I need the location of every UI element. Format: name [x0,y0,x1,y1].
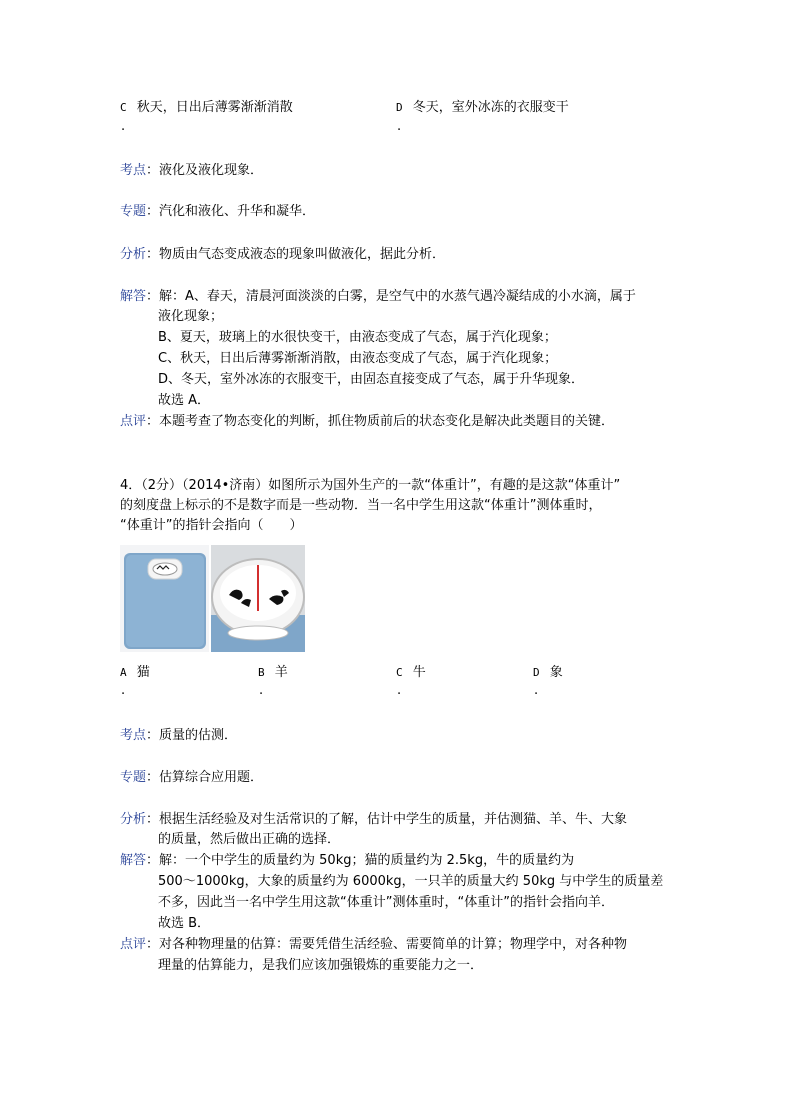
jieda-line: 故选 A． [158,393,211,408]
q3-jieda [120,287,636,307]
jieda-label: 解答 [120,853,147,868]
q3-kaodian [120,161,263,181]
jieda-label: 解答 [120,289,147,304]
option-text: 羊 [274,665,288,680]
dianping-label: 点评 [120,414,147,429]
kaodian-label: 考点 [120,728,147,743]
q3-option-d [396,99,569,117]
option-dot: . [121,119,126,134]
option-dot: . [121,683,126,698]
kaodian-text: 液化及液化现象． [159,163,264,178]
q4-fenxi [120,810,627,830]
option-text: 秋天，日出后薄雾渐渐消散 [136,100,293,115]
option-text: 猫 [136,665,150,680]
q4-dianping [120,935,627,955]
q4-zhuanti [120,768,263,788]
colon: ： [146,937,160,952]
colon: ： [146,812,160,827]
option-letter: B [258,666,265,679]
jieda-line: 液化现象； [158,309,224,324]
q4-option-d [533,664,563,682]
jieda-line: 不多，因此当一名中学生用这款“体重计”测体重时，“体重计”的指针会指向羊． [158,895,614,910]
option-dot: . [397,119,402,134]
option-letter: C [396,666,403,679]
colon: ： [146,414,160,429]
fenxi-text: 物质由气态变成液态的现象叫做液化，据此分析． [159,247,446,262]
dianping-line: 理量的估算能力，是我们应该加强锻炼的重要能力之一． [158,958,484,973]
fenxi-label: 分析 [120,247,147,262]
dianping-label: 点评 [120,937,147,952]
jieda-line: 解：A、春天，清晨河面淡淡的白雾，是空气中的水蒸气遇冷凝结成的小水滴，属于 [159,289,636,304]
fenxi-line: 根据生活经验及对生活常识的了解，估计中学生的质量，并估测猫、羊、牛、大象 [159,812,628,827]
zhuanti-label: 专题 [120,770,147,785]
colon: ： [146,289,160,304]
q3-zhuanti [120,202,315,222]
q4-option-c [396,664,426,682]
q3-dianping [120,412,614,432]
q4-jieda [120,851,574,871]
fenxi-line: 的质量，然后做出正确的选择． [158,832,341,847]
option-letter: D [396,101,403,114]
colon: ： [146,853,160,868]
option-letter: D [533,666,540,679]
q4-stem-line: “体重计”的指针会指向（ ） [120,518,303,533]
zhuanti-text: 估算综合应用题． [159,770,264,785]
q4-stem-line: 4．（2分）（2014•济南）如图所示为国外生产的一款“体重计”，有趣的是这款“体重计” [120,478,621,493]
option-letter: A [120,666,127,679]
scale-photo [120,545,209,652]
jieda-line: D、冬天，室外冰冻的衣服变干，由固态直接变成了气态，属于升华现象． [158,372,585,387]
kaodian-label: 考点 [120,163,147,178]
kaodian-text: 质量的估测． [159,728,238,743]
option-text: 象 [549,665,563,680]
fenxi-label: 分析 [120,812,147,827]
jieda-line: C、秋天，日出后薄雾渐渐消散，由液态变成了气态，属于汽化现象； [158,351,558,366]
q4-option-b [258,664,288,682]
jieda-line: 500～1000kg，大象的质量约为 6000kg，一只羊的质量大约 50kg 与中学生的质量差 [158,874,664,889]
q4-option-a [120,664,150,682]
dianping-text: 本题考查了物态变化的判断，抓住物质前后的状态变化是解决此类题目的关键． [159,414,615,429]
bathroom-scale-icon [120,545,209,652]
option-text: 冬天，室外冰冻的衣服变干 [412,100,569,115]
option-dot: . [259,683,264,698]
colon: ： [146,728,160,743]
colon: ： [146,163,160,178]
colon: ： [146,204,160,219]
scale-dial-photo [211,545,305,652]
colon: ： [146,770,160,785]
option-text: 牛 [412,665,426,680]
dial-icon [211,545,305,652]
jieda-line: 故选 B． [158,916,211,931]
jieda-line: B、夏天，玻璃上的水很快变干，由液态变成了气态，属于汽化现象； [158,330,557,345]
option-letter: C [120,101,127,114]
jieda-line: 解：一个中学生的质量约为 50kg；猫的质量约为 2.5kg，牛的质量约为 [159,853,575,868]
q4-stem-line: 的刻度盘上标示的不是数字而是一些动物．当一名中学生用这款“体重计”测体重时， [120,498,602,513]
option-dot: . [534,683,539,698]
dianping-line: 对各种物理量的估算：需要凭借生活经验、需要简单的计算；物理学中，对各种物 [159,937,628,952]
zhuanti-label: 专题 [120,204,147,219]
option-dot: . [397,683,402,698]
colon: ： [146,247,160,262]
q3-option-c [120,99,293,117]
zhuanti-text: 汽化和液化、升华和凝华． [159,204,316,219]
q3-fenxi [120,245,445,265]
q4-kaodian [120,726,237,746]
